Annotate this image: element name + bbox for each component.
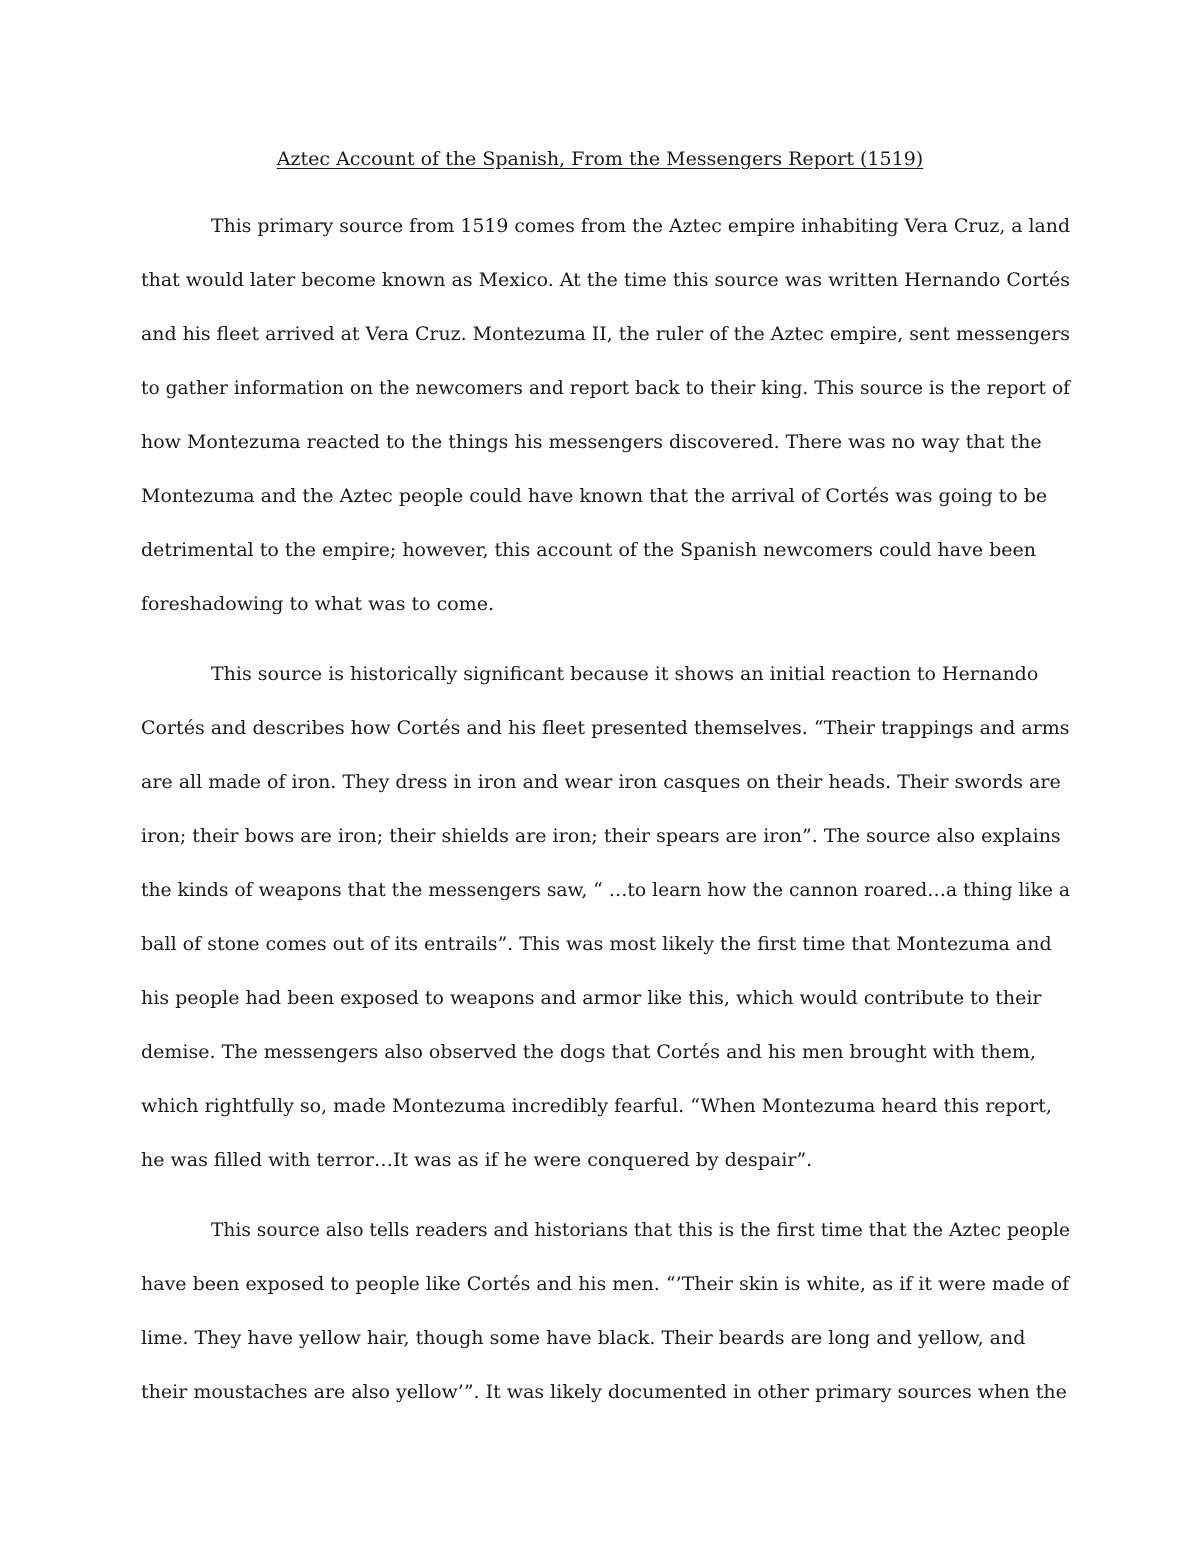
paragraph-line: and his fleet arrived at Vera Cruz. Montezuma II, the ruler of the Aztec empire, sent messengers (141, 323, 1070, 345)
paragraph-line: iron; their bows are iron; their shields are iron; their spears are iron”. The source also explains (141, 825, 1061, 847)
paragraph-line: foreshadowing to what was to come. (141, 593, 494, 615)
paragraph-line: the kinds of weapons that the messengers saw, “ …to learn how the cannon roared…a thing like a (141, 879, 1070, 901)
paragraph-line: which rightfully so, made Montezuma incredibly fearful. “When Montezuma heard this report, (141, 1095, 1052, 1117)
paragraph-line: are all made of iron. They dress in iron and wear iron casques on their heads. Their swords are (141, 771, 1061, 793)
paragraph-line: he was filled with terror…It was as if he were conquered by despair”. (141, 1149, 813, 1171)
paragraph-line: have been exposed to people like Cortés and his men. “’Their skin is white, as if it were made of (141, 1273, 1070, 1295)
paragraph-line: This source also tells readers and historians that this is the first time that the Aztec people (211, 1219, 1070, 1241)
paragraph-line: their moustaches are also yellow’”. It was likely documented in other primary sources when the (141, 1381, 1067, 1403)
paragraph-line: Montezuma and the Aztec people could have known that the arrival of Cortés was going to be (141, 485, 1048, 507)
paragraph-line: detrimental to the empire; however, this account of the Spanish newcomers could have been (141, 539, 1037, 561)
paragraph-line: demise. The messengers also observed the dogs that Cortés and his men brought with them, (141, 1041, 1036, 1063)
paragraph-line: to gather information on the newcomers and report back to their king. This source is the report of (141, 377, 1071, 399)
paragraph-line: This source is historically significant because it shows an initial reaction to Hernando (211, 663, 1039, 685)
paragraph-line: ball of stone comes out of its entrails”. This was most likely the first time that Montezuma and (141, 933, 1052, 955)
paragraph-line: that would later become known as Mexico. At the time this source was written Hernando Cortés (141, 269, 1070, 291)
document-title: Aztec Account of the Spanish, From the Messengers Report (1519) (276, 148, 924, 170)
paragraph-line: how Montezuma reacted to the things his messengers discovered. There was no way that the (141, 431, 1042, 453)
paragraph-line: Cortés and describes how Cortés and his fleet presented themselves. “Their trappings and arms (141, 717, 1070, 739)
paragraph-line: This primary source from 1519 comes from the Aztec empire inhabiting Vera Cruz, a land (211, 215, 1071, 237)
paragraph-line: lime. They have yellow hair, though some have black. Their beards are long and yellow, and (141, 1327, 1026, 1349)
paragraph-line: his people had been exposed to weapons and armor like this, which would contribute to their (141, 987, 1042, 1009)
